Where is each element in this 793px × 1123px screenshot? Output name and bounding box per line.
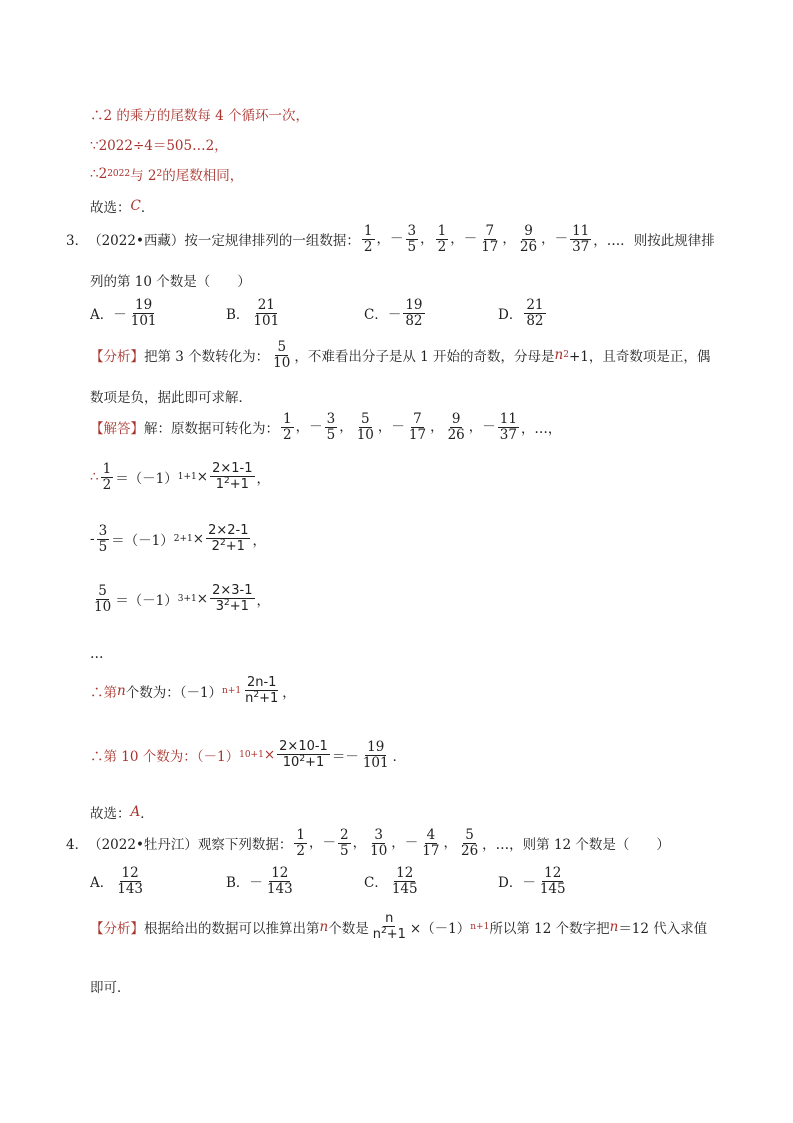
fraction (406, 224, 419, 255)
text: ∴第 10 个数为：（－1） (90, 749, 240, 766)
answer-letter: C (130, 198, 141, 214)
equation-1 (90, 462, 270, 493)
fraction (265, 866, 295, 897)
numerator: 12 (121, 865, 139, 881)
numerator: n (385, 911, 394, 926)
text: 根据给出的数据可以推算出第 (144, 921, 320, 938)
separator: ， (309, 834, 323, 851)
fraction (403, 298, 424, 329)
denominator (371, 927, 408, 942)
option-label: D． (498, 875, 523, 892)
text: 与 2 (130, 168, 157, 184)
denominator: 10 (370, 842, 388, 859)
separator: ， (420, 230, 434, 247)
variable: n (554, 347, 564, 364)
question-3-stem (66, 224, 715, 255)
times-sign: × (196, 469, 209, 486)
text: 把第 3 个数转化为： (144, 349, 270, 366)
text: +1 (305, 755, 325, 771)
text: 列的第 10 个数是（ ） (90, 274, 251, 290)
fraction (446, 412, 467, 443)
numerator: 19 (367, 739, 385, 755)
fraction (459, 828, 480, 859)
therefore-sign: ∴ (90, 469, 99, 486)
exponent: 2+1 (173, 534, 193, 545)
fraction (101, 462, 114, 493)
numerator: 9 (451, 411, 461, 427)
numerator: 1 (437, 223, 447, 239)
equation-3 (90, 584, 270, 615)
numerator: 12 (544, 865, 562, 881)
option-label: C． (364, 875, 388, 892)
option-d[interactable] (498, 298, 548, 329)
exponent: 2 (156, 169, 163, 179)
exponent: 2022 (107, 169, 131, 179)
text: ， (256, 593, 270, 610)
denominator (281, 755, 326, 770)
times-sign: × (192, 531, 205, 548)
text: ＝（－1） (115, 593, 178, 610)
text: ∵2022÷4＝505…2， (90, 138, 228, 154)
denominator: 10 (356, 426, 374, 443)
minus-sign: － (554, 230, 569, 247)
numerator: 3 (98, 523, 108, 539)
denominator: 143 (266, 880, 293, 897)
exponent: 2 (219, 538, 226, 549)
question-source: （2022•牡丹江）观察下列数据： (88, 837, 293, 854)
denominator: 10 (273, 354, 291, 371)
text: ， (252, 533, 266, 550)
fraction (570, 224, 591, 255)
fraction (407, 412, 428, 443)
answer-line-q3 (90, 802, 154, 822)
option-a[interactable] (90, 866, 147, 897)
option-d[interactable] (498, 866, 570, 897)
minus-sign: － (113, 307, 127, 324)
sequence (279, 412, 521, 443)
text: ×（－1） (409, 921, 471, 938)
text: +1 (229, 477, 249, 493)
fraction (362, 224, 375, 255)
denominator: 2 (102, 476, 112, 493)
exponent: 2 (223, 476, 230, 487)
fraction (251, 298, 281, 329)
text: ，不难看出分子是从 1 开始的奇数，分母是 (294, 349, 555, 366)
base: 1 (215, 477, 224, 493)
numerator: 11 (499, 411, 517, 427)
numerator: 21 (257, 297, 275, 313)
denominator: 10 (94, 598, 112, 615)
question-3-analysis (90, 340, 710, 371)
separator: ， (502, 230, 516, 247)
text: ＝12 代入求值 (618, 921, 708, 938)
minus-sign: － (482, 418, 496, 435)
fraction (368, 828, 389, 859)
minus-sign: - (90, 531, 95, 548)
numerator: 5 (360, 411, 370, 427)
numerator: 19 (135, 297, 153, 313)
base: n (245, 691, 254, 707)
separator: ， (430, 418, 444, 435)
denominator: 37 (499, 426, 517, 443)
numerator: 21 (526, 297, 544, 313)
separator: ， (468, 418, 483, 435)
minus-sign: － (309, 418, 323, 435)
fraction (210, 462, 254, 493)
fraction (271, 340, 292, 371)
numerator: 7 (485, 223, 495, 239)
fraction (97, 524, 110, 555)
fraction (281, 412, 294, 443)
text: ＝－ (331, 749, 359, 766)
option-label: B． (226, 307, 250, 324)
text: ，…，则第 12 个数是（ ） (482, 837, 670, 854)
exponent: n+1 (470, 922, 490, 933)
denominator: 26 (447, 426, 465, 443)
minus-sign: － (322, 834, 337, 851)
question-4-analysis (90, 912, 707, 943)
base: n (372, 927, 381, 943)
fraction (420, 828, 441, 859)
minus-sign: － (463, 230, 478, 247)
text: 即可． (90, 980, 131, 996)
text: 解：原数据可转化为： (144, 421, 279, 438)
exponent: 2 (253, 690, 260, 701)
denominator (243, 691, 280, 706)
fraction (210, 584, 254, 615)
sequence (292, 828, 482, 859)
separator: ， (376, 230, 391, 247)
denominator (214, 477, 251, 492)
denominator: 5 (407, 238, 417, 255)
text: … (90, 646, 104, 662)
text: ∴2 (90, 166, 108, 182)
equation-2 (90, 524, 266, 555)
option-label: B． (226, 875, 250, 892)
denominator: 26 (519, 238, 538, 255)
separator: ， (450, 230, 464, 247)
question-3-stem-line2 (90, 270, 251, 290)
exponent: 2 (299, 754, 306, 765)
text: 的尾数相同， (162, 168, 244, 184)
answer-line-q2 (90, 196, 154, 216)
minus-sign: － (249, 875, 263, 892)
text-line-division (90, 134, 228, 154)
denominator: 82 (526, 312, 544, 329)
numerator: 11 (572, 223, 590, 239)
text: 所以第 12 个数字把 (489, 921, 610, 938)
minus-sign: － (387, 307, 402, 324)
question-4-analysis-line2 (90, 976, 131, 996)
fraction (277, 740, 330, 771)
numerator: 1 (296, 827, 306, 843)
analysis-tag: 【分析】 (90, 921, 144, 938)
numerator: 3 (326, 411, 336, 427)
text: ∴第 (90, 685, 117, 702)
fraction (338, 828, 351, 859)
text: 个数为：（－1） (125, 685, 223, 702)
exponent: 1+1 (177, 472, 197, 483)
option-a[interactable] (90, 298, 161, 329)
separator: ， (377, 418, 392, 435)
numerator: 1 (283, 411, 292, 427)
numerator: 2×1-1 (212, 461, 253, 477)
numerator: 19 (405, 297, 423, 313)
question-source: （2022•西藏）按一定规律排列的一组数据： (88, 233, 360, 250)
numerator: 2×3-1 (212, 583, 253, 599)
separator: ， (541, 230, 555, 247)
equation-general-term (90, 676, 296, 707)
denominator: 2 (296, 842, 306, 859)
denominator: 101 (130, 312, 157, 329)
text: ，…．则按此规律排 (593, 233, 715, 250)
denominator: 17 (422, 842, 440, 859)
denominator: 2 (437, 238, 447, 255)
numerator: 12 (271, 865, 289, 881)
fraction (206, 524, 250, 555)
denominator: 101 (253, 312, 280, 329)
denominator: 2 (283, 426, 292, 443)
text: ． (140, 806, 154, 822)
separator: ， (443, 834, 457, 851)
numerator: 12 (396, 865, 414, 881)
numerator: 9 (524, 223, 533, 239)
option-label: C． (364, 307, 388, 324)
denominator: 26 (460, 842, 479, 859)
equation-tenth-term (90, 740, 406, 771)
separator: ， (352, 834, 367, 851)
fraction (129, 298, 159, 329)
exponent: n+1 (222, 686, 242, 697)
option-c[interactable] (364, 298, 427, 329)
denominator: 2 (363, 238, 373, 255)
numerator: 3 (374, 827, 383, 843)
fraction (436, 224, 449, 255)
option-b[interactable] (226, 866, 297, 897)
fraction (361, 740, 391, 771)
times-sign: × (263, 747, 276, 764)
question-3-solution (90, 412, 561, 443)
text: ． (392, 749, 407, 766)
denominator: 17 (408, 426, 427, 443)
text: 数项是负，据此即可求解． (90, 390, 252, 406)
denominator: 82 (405, 312, 423, 329)
denominator: 17 (481, 238, 499, 255)
option-label: D． (498, 307, 523, 324)
option-label: A． (90, 875, 114, 892)
text: 个数是 (328, 921, 369, 938)
base: 2 (211, 539, 220, 555)
text: ， (282, 685, 296, 702)
numerator: 1 (363, 223, 373, 239)
text: ∴2 的乘方的尾数每 4 个循环一次， (90, 108, 310, 124)
text: ． (140, 200, 155, 216)
text: +1，且奇数项是正，偶 (568, 349, 711, 366)
fraction (115, 866, 145, 897)
option-c[interactable] (364, 866, 422, 897)
minus-sign: － (404, 834, 419, 851)
fraction (524, 298, 545, 329)
option-label: A． (90, 307, 114, 324)
denominator (214, 599, 251, 614)
fraction (92, 584, 113, 615)
fraction (390, 866, 420, 897)
separator: ， (391, 834, 405, 851)
exponent: 2 (380, 926, 387, 937)
base: 3 (215, 599, 224, 615)
question-4-stem (66, 828, 670, 859)
times-sign: × (196, 591, 209, 608)
variable: n (319, 919, 329, 936)
fraction (325, 412, 338, 443)
text: ，…， (520, 421, 562, 438)
minus-sign: － (391, 418, 405, 435)
fraction (518, 224, 539, 255)
base: 10 (282, 755, 300, 771)
exponent: 10+1 (239, 750, 264, 761)
fraction (498, 412, 519, 443)
fraction (294, 828, 307, 859)
numerator: 7 (413, 411, 422, 427)
variable: n (609, 919, 619, 936)
text: +1 (225, 539, 245, 555)
denominator: 37 (572, 238, 590, 255)
text: +1 (386, 927, 406, 943)
numerator: 4 (426, 827, 436, 843)
text: +1 (229, 599, 249, 615)
text: +1 (259, 691, 279, 707)
denominator: 145 (539, 880, 566, 897)
denominator: 143 (117, 880, 144, 897)
numerator: 1 (102, 461, 112, 477)
exponent: 2 (223, 598, 230, 609)
fraction (538, 866, 568, 897)
separator: ， (295, 418, 310, 435)
ellipsis-line (90, 646, 104, 662)
numerator: 5 (98, 583, 107, 599)
denominator: 5 (326, 426, 336, 443)
minus-sign: － (390, 230, 404, 247)
sequence (360, 224, 593, 255)
fraction (243, 676, 280, 707)
question-3-analysis-line2 (90, 386, 252, 406)
answer-letter: A (130, 804, 141, 820)
numerator: 2×2-1 (208, 523, 249, 539)
exponent: 3+1 (177, 594, 197, 605)
text: 故选： (90, 200, 131, 216)
text: 故选： (90, 806, 131, 822)
minus-sign: － (522, 875, 536, 892)
numerator: 2 (340, 827, 349, 843)
text-line-cycle (90, 104, 309, 124)
question-number: 4． (66, 837, 89, 854)
denominator: 145 (391, 880, 418, 897)
denominator: 5 (340, 842, 349, 859)
numerator: 2n-1 (246, 675, 277, 690)
numerator: 5 (465, 827, 474, 843)
fraction (479, 224, 500, 255)
analysis-tag: 【分析】 (90, 349, 144, 366)
numerator: 2×10-1 (279, 739, 328, 755)
exponent: 2 (563, 350, 569, 361)
denominator: 5 (98, 538, 108, 555)
denominator: 101 (362, 754, 389, 771)
denominator (210, 539, 247, 554)
numerator: 5 (277, 339, 287, 355)
solution-tag: 【解答】 (90, 421, 144, 438)
separator: ， (339, 418, 353, 435)
option-b[interactable] (226, 298, 283, 329)
text: ＝（－1） (115, 471, 178, 488)
fraction (355, 412, 376, 443)
question-number: 3． (66, 233, 89, 250)
fraction (371, 912, 408, 943)
variable: n (117, 683, 126, 700)
numerator: 3 (407, 223, 417, 239)
text: ， (256, 471, 270, 488)
text: ＝（－1） (111, 533, 174, 550)
text-line-same-tail (90, 164, 243, 184)
